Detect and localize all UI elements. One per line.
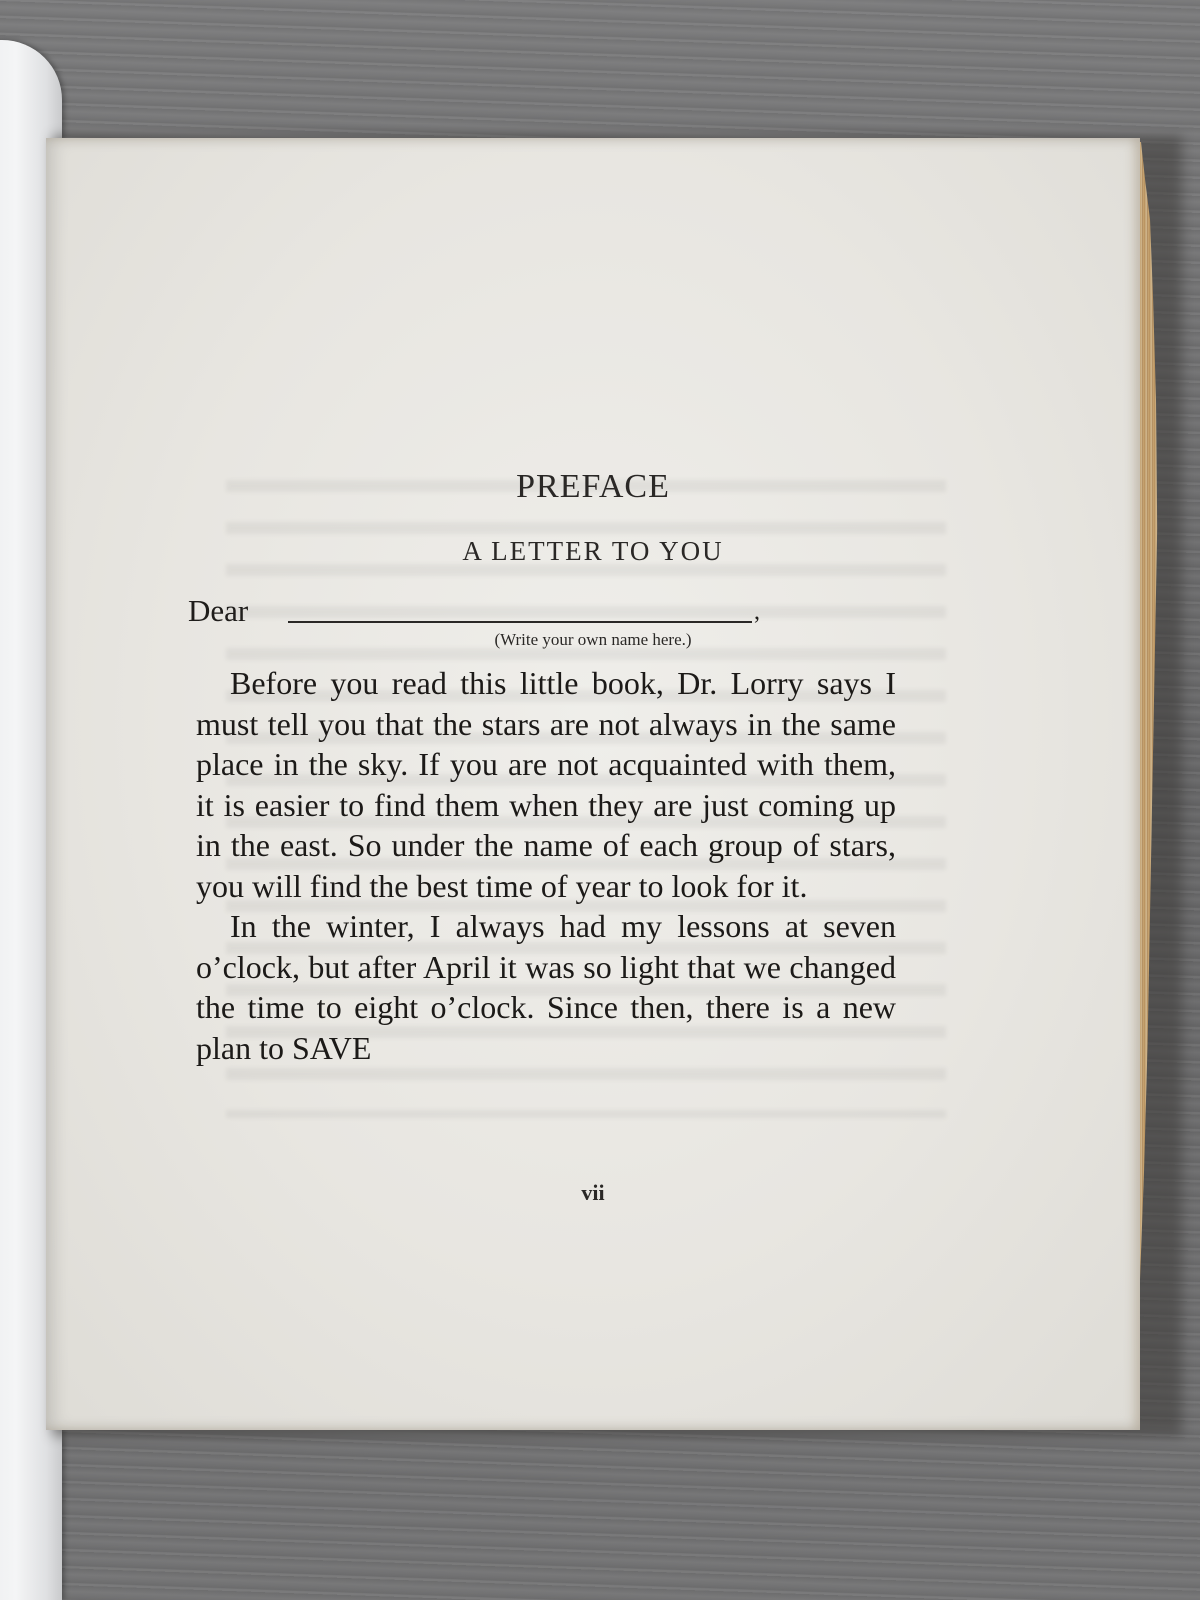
book-page bbox=[46, 138, 1140, 1430]
paragraph: In the winter, I always had my lessons at seven o’clock, but after April it was so light that we changed the time to eight o’clock. Since then, there is a new plan to SAVE bbox=[196, 908, 896, 1066]
salutation-word: Dear bbox=[188, 593, 249, 628]
name-blank-line bbox=[288, 621, 752, 623]
page-subtitle: A LETTER TO YOU bbox=[462, 536, 724, 566]
salutation-row bbox=[188, 593, 828, 633]
page-number: vii bbox=[581, 1180, 605, 1205]
paragraph: Before you read this little book, Dr. Lorry says I must tell you that the stars are not always in the same place in the sky. If you are not acquainted with them, it is easier to find them when they are just coming up in the east. So under the name of each group of stars, you will find the best time of year to look for it. bbox=[196, 665, 896, 904]
letter-body bbox=[196, 663, 896, 1068]
page-title: PREFACE bbox=[516, 468, 670, 505]
salutation-comma: , bbox=[754, 599, 760, 625]
name-instruction: (Write your own name here.) bbox=[494, 630, 692, 649]
